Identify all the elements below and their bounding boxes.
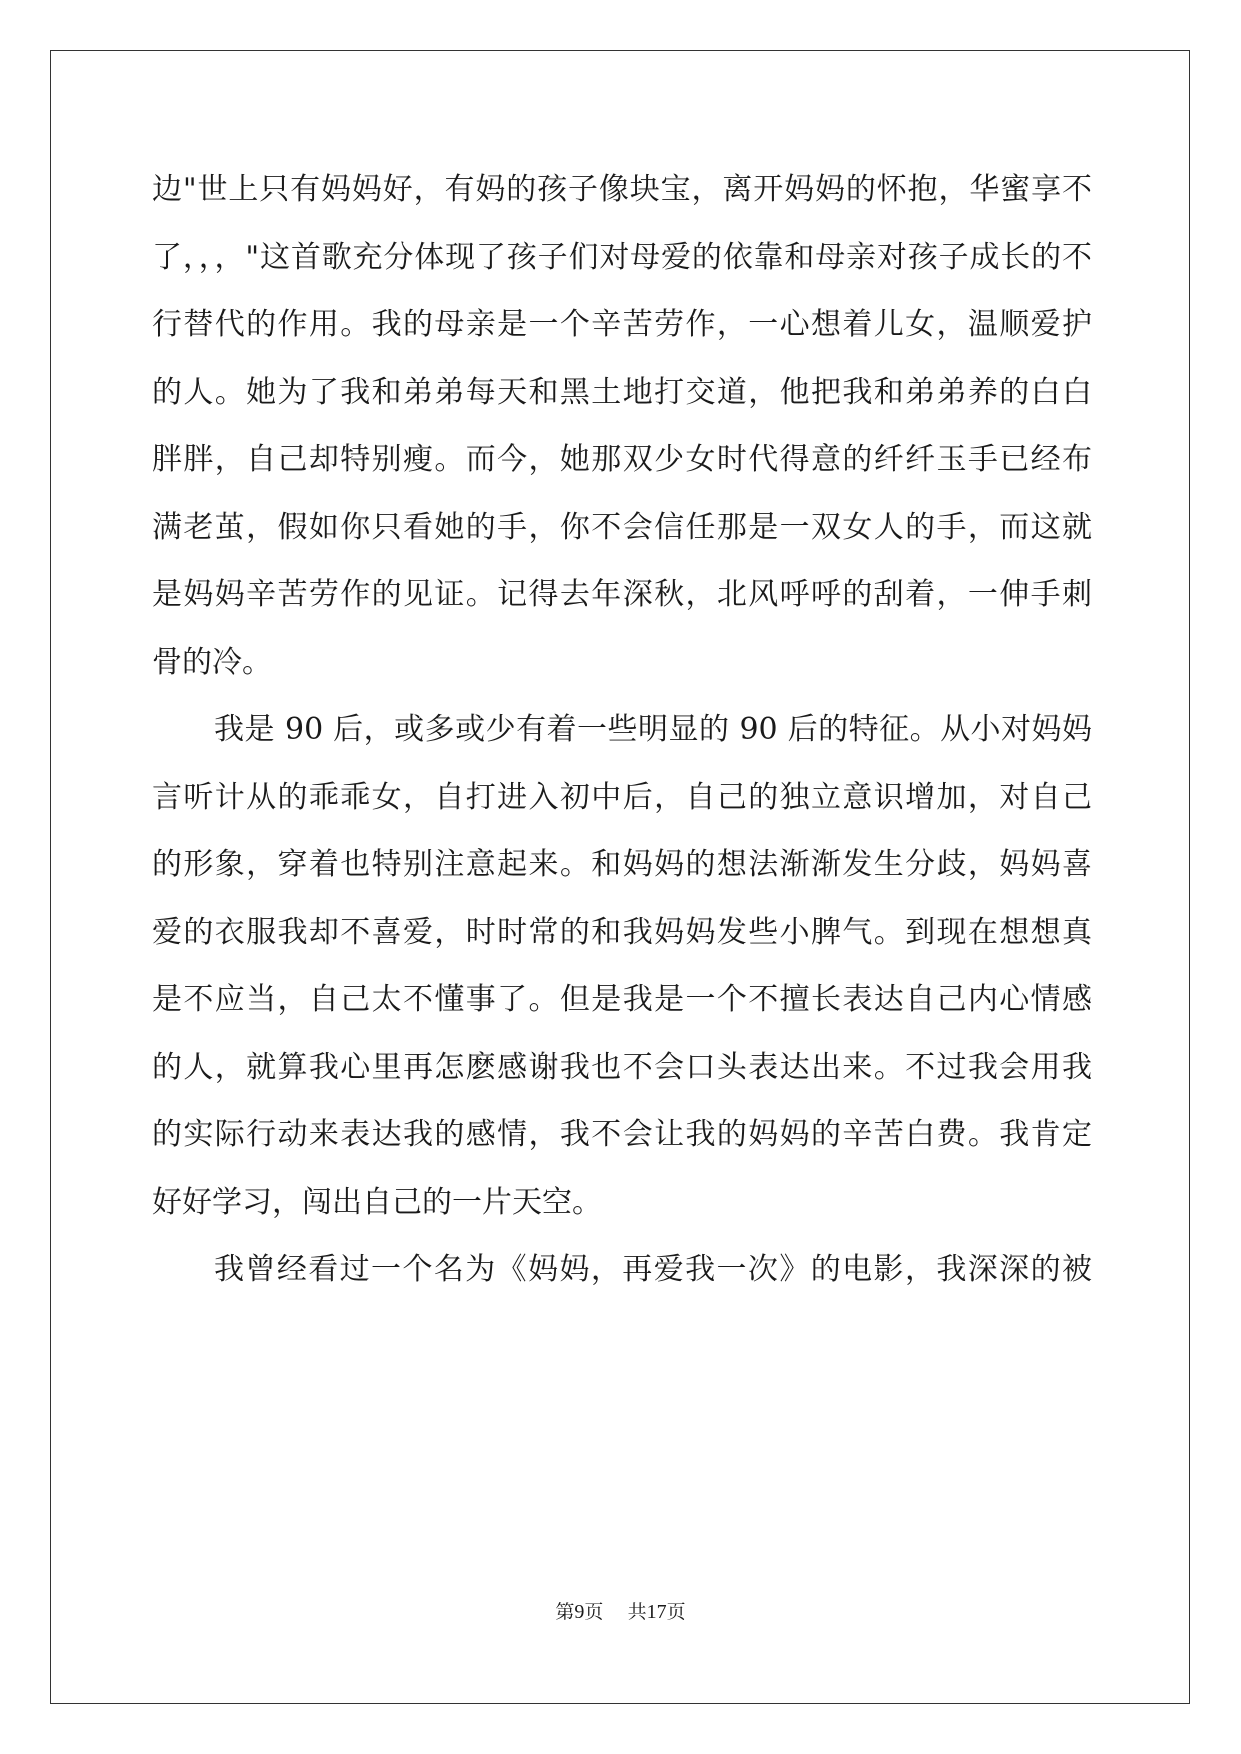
text-line: 是妈妈辛苦劳作的见证。记得去年深秋，北风呼呼的刮着，一伸手刺 [152,577,1092,612]
text-line: 满老茧，假如你只看她的手，你不会信任那是一双女人的手，而这就 [152,509,1092,545]
text-line: 的人。她为了我和弟弟每天和黑土地打交道，他把我和弟弟养的白白 [152,374,1092,410]
text-line: 我是 90 后，或多或少有着一些明显的 90 后的特征。从小对妈妈 [214,712,1092,747]
text-line: 了，，，"这首歌充分体现了孩子们对母爱的依靠和母亲对孩子成长的不 [152,239,1092,275]
footer-page-suffix: 页 [584,1601,604,1623]
document-body [152,156,1092,1304]
text-line: 好好学习，闯出自己的一片天空。 [152,1184,602,1220]
text-line: 的形象，穿着也特别注意起来。和妈妈的想法渐渐发生分歧，妈妈喜 [152,847,1092,882]
text-line: 爱的衣服我却不喜爱，时时常的和我妈妈发些小脾气。到现在想想真 [152,914,1092,950]
text-line: 行替代的作用。我的母亲是一个辛苦劳作，一心想着儿女，温顺爱护 [152,307,1092,342]
paragraph [152,156,1092,696]
text-line: 言听计从的乖乖女，自打进入初中后，自己的独立意识增加，对自己 [152,779,1092,815]
text-line: 边"世上只有妈妈好，有妈的孩子像块宝，离开妈妈的怀抱，华蜜享不 [152,172,1092,207]
page-number: 9 [574,1601,585,1623]
page-footer [0,1597,1241,1624]
footer-total-suffix: 页 [666,1601,686,1623]
text-line: 的实际行动来表达我的感情，我不会让我的妈妈的辛苦白费。我肯定 [152,1117,1092,1152]
paragraph [152,696,1092,1236]
text-line: 我曾经看过一个名为《妈妈，再爱我一次》的电影，我深深的被 [214,1252,1092,1287]
total-pages: 17 [646,1601,667,1623]
footer-total-prefix: 共 [627,1601,647,1623]
text-line: 骨的冷。 [152,644,272,680]
footer-prefix: 第 [555,1601,575,1623]
text-line: 胖胖，自己却特别瘦。而今，她那双少女时代得意的纤纤玉手已经布 [152,442,1092,477]
paragraph [152,1236,1092,1304]
text-line: 是不应当，自己太不懂事了。但是我是一个不擅长表达自己内心情感 [152,982,1092,1017]
text-line: 的人，就算我心里再怎麽感谢我也不会口头表达出来。不过我会用我 [152,1049,1092,1085]
